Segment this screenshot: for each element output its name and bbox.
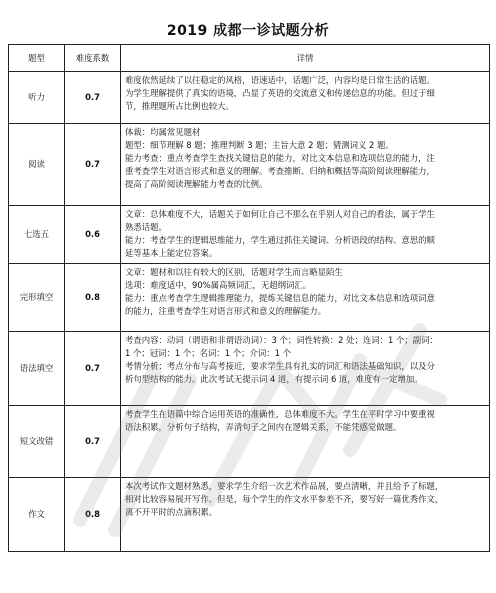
row-detail xyxy=(121,206,490,264)
detail-line: 体裁：均属常见题材 xyxy=(125,127,201,137)
detail-line: 文章：题材和以往有较大的区别，话题对学生而言略显陌生 xyxy=(125,267,343,277)
row-coef: 0.7 xyxy=(65,124,121,206)
row-coef: 0.7 xyxy=(65,72,121,124)
detail-line: 选项：难度适中，90%属高频词汇，无超纲词汇。 xyxy=(125,280,312,290)
detail-line: 重考查学生对语言形式和意义的理解。考查推断、归纳和概括等高阶阅读理解能力， xyxy=(125,166,435,176)
detail-line: 考查学生在语篇中综合运用英语的准确性，总体难度不大。学生在平时学习中要重视 xyxy=(125,409,435,419)
row-type: 语法填空 xyxy=(9,332,65,406)
table-row xyxy=(9,206,490,264)
header-coef: 难度系数 xyxy=(65,45,121,72)
detail-line: 本次考试作文题材熟悉，要求学生介绍一次艺术作品展，要点清晰，并且给予了标题， xyxy=(125,481,444,491)
detail-line: 能力考查：重点考查学生查找关键信息的能力，对比文本信息和选项信息的能力，注 xyxy=(125,153,435,163)
row-detail xyxy=(121,264,490,332)
header-detail: 详情 xyxy=(121,45,490,72)
table-row xyxy=(9,264,490,332)
row-coef: 0.7 xyxy=(65,406,121,478)
detail-line: 能力：重点考查学生逻辑推理能力，提炼关键信息的能力，对比文本信息和选项词意 xyxy=(125,293,435,303)
row-coef: 0.8 xyxy=(65,478,121,552)
detail-line: 难度依然延续了以往稳定的风格，语速适中，话题广泛，内容均是日常生活的话题。 xyxy=(125,75,435,85)
detail-line: 熟悉话题。 xyxy=(125,222,167,232)
detail-line: 考情分析：考点分布与高考接近，要求学生具有扎实的词汇和语法基础知识，以及分 xyxy=(125,361,435,371)
row-coef: 0.6 xyxy=(65,206,121,264)
analysis-table xyxy=(8,44,490,552)
detail-line: 析句型结构的能力。此次考试无提示词 4 道，有提示词 6 道，难度有一定增加。 xyxy=(125,374,423,384)
detail-line: 离不开平时的点滴积累。 xyxy=(125,507,218,517)
detail-line: 考查内容：动词（谓语和非谓语动词）：3 个；词性转换：2 处；连词：1 个；副词： xyxy=(125,335,438,345)
row-detail xyxy=(121,124,490,206)
table-row xyxy=(9,478,490,552)
detail-line: 延等基本上能定位答案。 xyxy=(125,248,218,258)
detail-line: 为学生理解提供了真实的语境，凸显了英语的交流意义和传递信息的功能。但过于细 xyxy=(125,88,435,98)
row-type: 作文 xyxy=(9,478,65,552)
row-coef: 0.8 xyxy=(65,264,121,332)
detail-line: 语法积累，分析句子结构，弄清句子之间内在逻辑关系，不能凭感觉做题。 xyxy=(125,422,402,432)
detail-line: 题型：细节理解 8 题；推理判断 3 题；主旨大意 2 题；猜测词义 2 题。 xyxy=(125,140,394,150)
detail-line: 能力：考查学生的逻辑思维能力，学生通过抓住关键词、分析语段的结构、意思的顺 xyxy=(125,235,435,245)
row-detail xyxy=(121,478,490,552)
detail-line: 提高了高阶阅读理解能力考查的比例。 xyxy=(125,179,268,189)
header-row xyxy=(9,45,490,72)
row-detail xyxy=(121,332,490,406)
table-row xyxy=(9,406,490,478)
row-type: 短文改错 xyxy=(9,406,65,478)
table-row xyxy=(9,124,490,206)
table-row xyxy=(9,332,490,406)
detail-line: 节，推理题所占比例也较大。 xyxy=(125,101,234,111)
row-coef: 0.7 xyxy=(65,332,121,406)
detail-line: 相对比较容易展开写作。但是，每个学生的作文水平参差不齐，要写好一篇优秀作文， xyxy=(125,494,444,504)
table-row xyxy=(9,72,490,124)
detail-line: 文章：总体难度不大，话题关于如何让自己不那么在乎别人对自己的看法，属于学生 xyxy=(125,209,435,219)
row-detail xyxy=(121,406,490,478)
detail-line: 的能力，注重考查学生对语言形式和意义的理解能力。 xyxy=(125,306,326,316)
row-type: 七选五 xyxy=(9,206,65,264)
page-title: 2019 成都一诊试题分析 xyxy=(166,23,330,39)
header-type: 题型 xyxy=(9,45,65,72)
row-type: 完形填空 xyxy=(9,264,65,332)
row-type: 阅读 xyxy=(9,124,65,206)
row-type: 听力 xyxy=(9,72,65,124)
row-detail xyxy=(121,72,490,124)
detail-line: 1 个；冠词：1 个；名词：1 个；介词：1 个 xyxy=(125,348,291,358)
